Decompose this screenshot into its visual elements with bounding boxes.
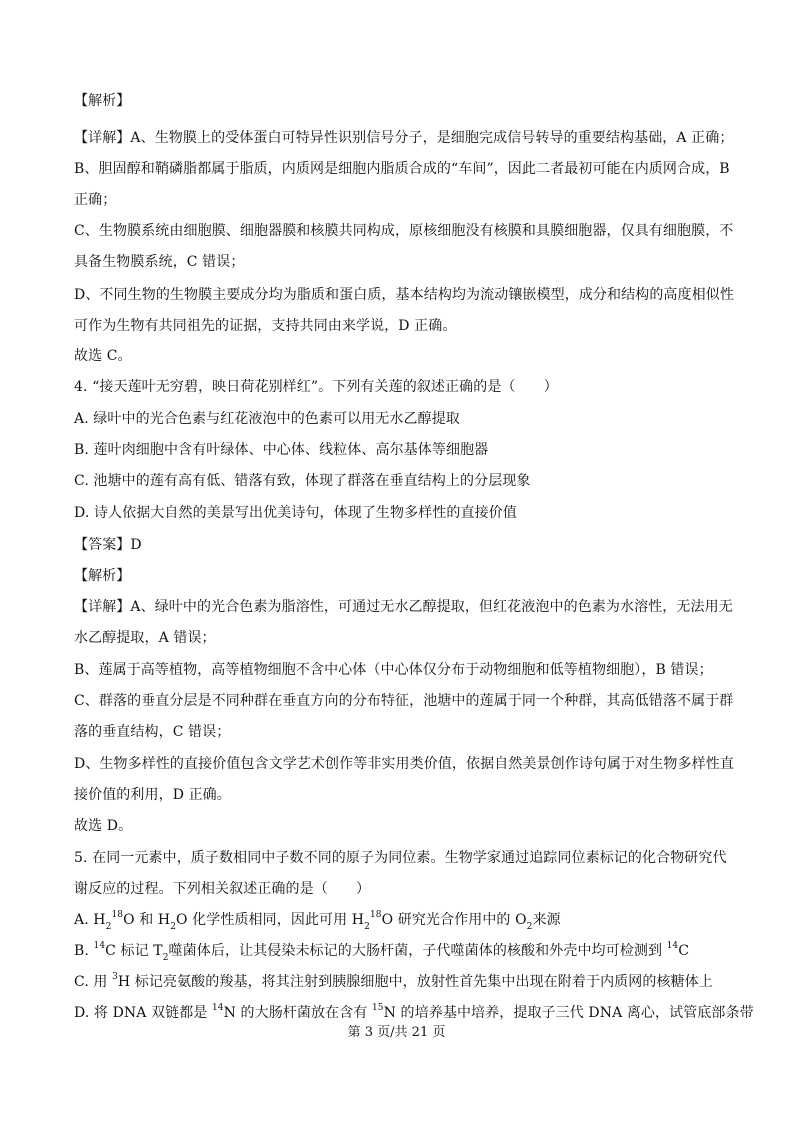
analysis-heading: 【解析】 <box>74 568 131 584</box>
explanation-line: B、莲属于高等植物，高等植物细胞不含中心体（中心体仅分布于动物细胞和低等植物细胞），B 错误； <box>74 662 713 678</box>
explanation-line: 正确； <box>74 192 117 208</box>
explanation-line: B、胆固醇和鞘磷脂都属于脂质，内质网是细胞内脂质合成的“车间”，因此二者最初可能在内质网合成，B <box>74 161 730 177</box>
option-d: D. 将 DNA 双链都是 $^{14}$N 的大肠杆菌放在含有 $^{15}$N 的培养基中培养，提取子三代 DNA 离心，试管底部条带 <box>74 1003 754 1021</box>
option-b: B. 莲叶肉细胞中含有叶绿体、中心体、线粒体、高尔基体等细胞器 <box>74 442 489 458</box>
explanation-line: D、不同生物的生物膜主要成分均为脂质和蛋白质，基本结构均为流动镶嵌模型，成分和结构的高度相似性 <box>74 287 734 303</box>
explanation-line: 水乙醇提取，A 错误； <box>74 630 216 646</box>
question-stem: 谢反应的过程。下列相关叙述正确的是（ ） <box>74 881 371 897</box>
analysis-heading: 【解析】 <box>74 93 131 109</box>
question-stem: 5. 在同一元素中，质子数相同中子数不同的原子为同位素。生物学家通过追踪同位素标记的化合物研究代 <box>74 850 727 866</box>
option-a: A. $H_2^{18}O$ 和 $H_2O$ 化学性质相同，因此可用 $H_2^{18}O$ 研究光合作用中的 $O_2$来源 <box>74 910 561 932</box>
explanation-line: 【详解】A、生物膜上的受体蛋白可特异性识别信号分子，是细胞完成信号转导的重要结构基础，A 正确； <box>74 130 734 146</box>
explanation-line: C、生物膜系统由细胞膜、细胞器膜和核膜共同构成，原核细胞没有核膜和具膜细胞器，仅具有细胞膜，不 <box>74 223 734 239</box>
explanation-line: 可作为生物有共同祖先的证据，支持共同由来学说，D 正确。 <box>74 318 457 334</box>
option-a: A. 绿叶中的光合色素与红花液泡中的色素可以用无水乙醇提取 <box>74 411 460 427</box>
explanation-line: 落的垂直结构，C 错误； <box>74 724 231 740</box>
page-number: 第 3 页/共 21 页 <box>347 1025 446 1040</box>
explanation-line: C、群落的垂直分层是不同种群在垂直方向的分布特征，池塘中的莲属于同一个种群，其高低错落不属于群 <box>74 693 734 709</box>
option-c: C. 用 $^3$H 标记亮氨酸的羧基，将其注射到胰腺细胞中，放射性首先集中出现在附着于内质网的核糖体上 <box>74 972 713 990</box>
explanation-line: 具备生物膜系统，C 错误； <box>74 254 245 270</box>
conclusion-line: 故选 D。 <box>74 818 133 834</box>
conclusion-line: 故选 C。 <box>74 348 132 364</box>
explanation-line: D、生物多样性的直接价值包含文学艺术创作等非实用类价值，依据自然美景创作诗句属于对生物多样性直 <box>74 756 734 772</box>
explanation-line: 【详解】A、绿叶中的光合色素为脂溶性，可通过无水乙醇提取，但红花液泡中的色素为水溶性，无法用无 <box>74 599 733 615</box>
option-d: D. 诗人依据大自然的美景写出优美诗句，体现了生物多样性的直接价值 <box>74 505 517 521</box>
answer-line: 【答案】D <box>74 537 142 553</box>
explanation-line: 接价值的利用，D 正确。 <box>74 787 231 803</box>
question-stem: 4. “接天莲叶无穷碧，映日荷花别样红”。下列有关莲的叙述正确的是（ ） <box>74 379 558 395</box>
option-c: C. 池塘中的莲有高有低、错落有致，体现了群落在垂直结构上的分层现象 <box>74 473 531 489</box>
option-b: B. $^{14}$C 标记 $T_2$噬菌体后，让其侵染未标记的大肠杆菌，子代噬菌体的核酸和外壳中均可检测到 $^{14}$C <box>74 941 690 963</box>
